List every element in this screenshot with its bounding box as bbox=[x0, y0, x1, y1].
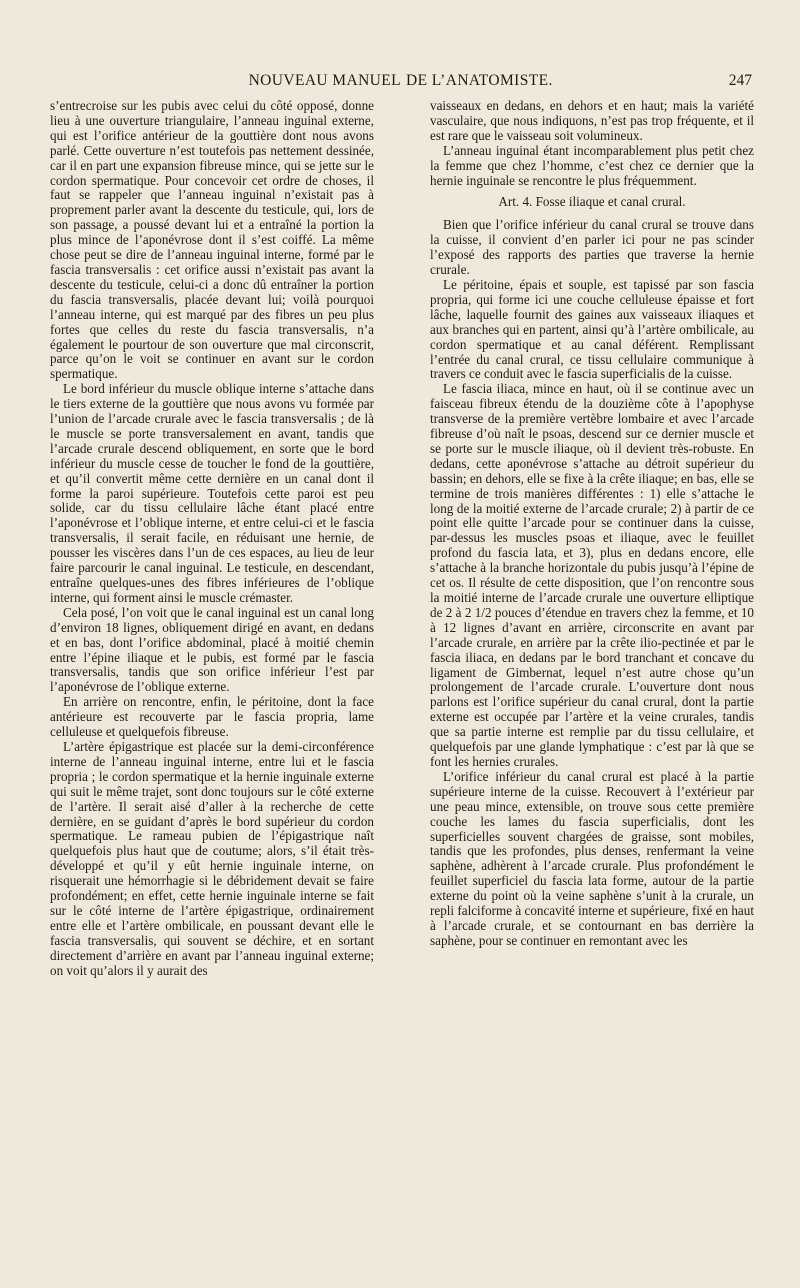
page-number: 247 bbox=[728, 72, 752, 89]
header-right-title: DE L’ANATOMISTE. bbox=[406, 72, 553, 89]
paragraph: L’orifice inférieur du canal crural est placé à la partie supérieure interne de la cuisse. Recouvert à l’extérieur par une peau mince, extensible, on trouve sous cette première couche les lames du fascia superficialis, dont les superficielles souvent chargées de graisse, sont mobiles, tandis que les profondes, plus denses, renfermant la veine saphène, adhèrent à l’arcade crurale. Plus profondément le feuillet superficiel du fascia lata forme, autour de la partie externe du point où la veine saphène s’unit à la crurale, un repli falciforme à concavité interne et supérieure, fixé en haut à l’arcade crurale, et se contournant en bas derrière la saphène, pour se continuer en remontant avec les bbox=[430, 768, 754, 948]
article-heading: Art. 4. Fosse iliaque et canal crural. bbox=[498, 194, 686, 210]
paragraph: vaisseaux en dedans, en dehors et en haut; mais la variété vasculaire, que nous indiquons, n’est pas trop fréquente, et il est rare que le vaisseau soit volumineux. bbox=[430, 98, 754, 143]
left-text-column bbox=[50, 99, 374, 978]
right-text-column bbox=[430, 99, 754, 949]
paragraph: L’artère épigastrique est placée sur la demi-circonférence interne de l’anneau inguinal interne, entre lui et le fascia propria ; le cordon spermatique et la hernie inguinale externe qui suit le même trajet, sont donc toujours sur le côté externe de l’artère. Il serait aisé d’aller à la recherche de cette dernière, en se guidant d’après le bord supérieur du cordon spermatique. Le rameau pubien de l’épigastrique naît quelquefois plus haut que de coutume; alors, s’il était très-développé et qu’il y eût hernie inguinale interne, on risquerait une hémorrhagie si le débridement devait se faire profondément; en effet, cette hernie inguinale interne se fait sur le côté interne de l’artère épigastrique, ordinairement entre elle et l’artère ombilicale, en poussant devant elle le fascia transversalis, qui souvent se déchire, et en sortant directement d’arrière en avant par l’anneau inguinal externe; on voit qu’alors il y aurait des bbox=[50, 738, 374, 978]
paragraph: Bien que l’orifice inférieur du canal crural se trouve dans la cuisse, il convient d’en parler ici pour ne pas scinder l’exposé des rapports des parties que traverse la hernie crurale. bbox=[430, 217, 754, 278]
paragraph: Le fascia iliaca, mince en haut, où il se continue avec un faisceau fibreux étendu de la douzième côte à l’apophyse transverse de la première vertèbre lombaire et avec l’arcade fibreuse d’où naît le psoas, descend sur ce dernier muscle et se porte sur le muscle iliaque, où il devient très-robuste. En dedans, cette aponévrose s’attache au détroit supérieur du bassin; en dehors, elle se fixe à la crête iliaque; en bas, elle se termine de trois manières différentes : 1) elle s’attache le long de la moitié externe de l’arcade crurale; 2) à partir de ce point elle quitte l’arcade pour se continuer dans la cuisse, par-dessus les muscles psoas et iliaque, avec le feuillet profond du fascia lata, et 3), plus en dedans encore, elle s’attache à la branche horizontale du pubis jusqu’à l’épine de cet os. Il résulte de cette disposition, que l’on rencontre sous la moitié interne de l’arcade crurale une ouverture elliptique de 2 à 2 1/2 pouces d’étendue en travers chez la femme, et 10 à 12 lignes d’avant en arrière, circonscrite en avant par l’arcade crurale, en arrière par la crête ilio-pectinée et par le fascia iliaca, en dedans par le bord tranchant et concave du ligament de Gimbernat, lequel n’est autre chose qu’un prolongement de l’arcade crurale. L’ouverture dont nous parlons est l’orifice supérieur du canal crural, dont la partie externe est occupée par l’artère et la veine crurales, tandis que sa partie interne est remplie par du tissu cellulaire, et quelquefois par une glande lymphatique : c’est par là que se font les hernies crurales. bbox=[430, 381, 754, 769]
paragraph: Le bord inférieur du muscle oblique interne s’attache dans le tiers externe de la gouttière que nous avons vu formée par l’union de l’arcade crurale avec le fascia transversalis ; de là le muscle se porte transversalement en avant, tandis que l’arcade crurale descend obliquement, en sorte que le bord inférieur du muscle cesse de toucher le fond de la gouttière, et qu’il convertit même cette dernière en un canal dont il forme la paroi supérieure. Toutefois cette paroi est peu solide, car du tissu cellulaire lâche étant placé entre l’aponévrose et l’oblique interne, et entre celui-ci et le fascia transversalis, il serait facile, en réduisant une hernie, de pousser les viscères dans l’un de ces espaces, au lieu de leur faire parcourir le canal inguinal. Le testicule, en descendant, entraîne quelques-unes des fibres inférieures de l’oblique interne, qui forment ainsi le muscle crémaster. bbox=[50, 381, 374, 605]
paragraph: L’anneau inguinal étant incomparablement plus petit chez la femme que chez l’homme, c’est chez ce dernier que la hernie inguinale se rencontre le plus fréquemment. bbox=[430, 142, 754, 188]
header-left-title: NOUVEAU MANUEL bbox=[248, 72, 401, 89]
paragraph: Cela posé, l’on voit que le canal inguinal est un canal long d’environ 18 lignes, obliquement dirigé en avant, en dedans et en bas, dont l’orifice abdominal, placé à moitié chemin entre l’épine iliaque et le pubis, est formé par le fascia transversalis, tandis que son orifice inférieur l’est par l’aponévrose de l’oblique externe. bbox=[50, 604, 374, 695]
paragraph: En arrière on rencontre, enfin, le péritoine, dont la face antérieure est recouverte par le fascia propria, lame celluleuse et quelquefois fibreuse. bbox=[50, 694, 374, 740]
paragraph: Le péritoine, épais et souple, est tapissé par son fascia propria, qui forme ici une couche celluleuse épaisse et fort lâche, laquelle fournit des gaines aux vaisseaux iliaques et aux branches qui en partent, ainsi qu’à l’artère ombilicale, au cordon spermatique et au canal déférent. Remplissant l’entrée du canal crural, ce tissu cellulaire communique à travers ce conduit avec le fascia superficialis de la cuisse. bbox=[430, 276, 754, 382]
running-header bbox=[50, 72, 752, 94]
paragraph: s’entrecroise sur les pubis avec celui du côté opposé, donne lieu à une ouverture triangulaire, l’anneau inguinal externe, qui est l’orifice antérieur de la gouttière dont nous avons parlé. Cette ouverture n’est toutefois pas nettement dessinée, car il en part une expansion fibreuse mince, qui se jette sur le cordon spermatique. Pour concevoir cet ordre de choses, il faut se rappeler que l’anneau inguinal n’existait pas à proprement parler avant la descente du testicule, qui, lors de son passage, a poussé devant lui et a entraîné la portion la plus mince de l’aponévrose dont il s’est coiffé. La même chose peut se dire de l’anneau inguinal interne, formé par le fascia transversalis : cet orifice aussi n’existait pas avant la descente du testicule, celui-ci a donc dû entraîner la portion du fascia transversalis, placée devant lui; voilà pourquoi l’anneau interne, qui est marqué par des fibres un peu plus fortes que celles du reste du fascia transversalis, n’a également le pourtour de son ouverture que mal circonscrit, parce qu’on le voit se continuer en avant sur le cordon spermatique. bbox=[50, 98, 374, 382]
